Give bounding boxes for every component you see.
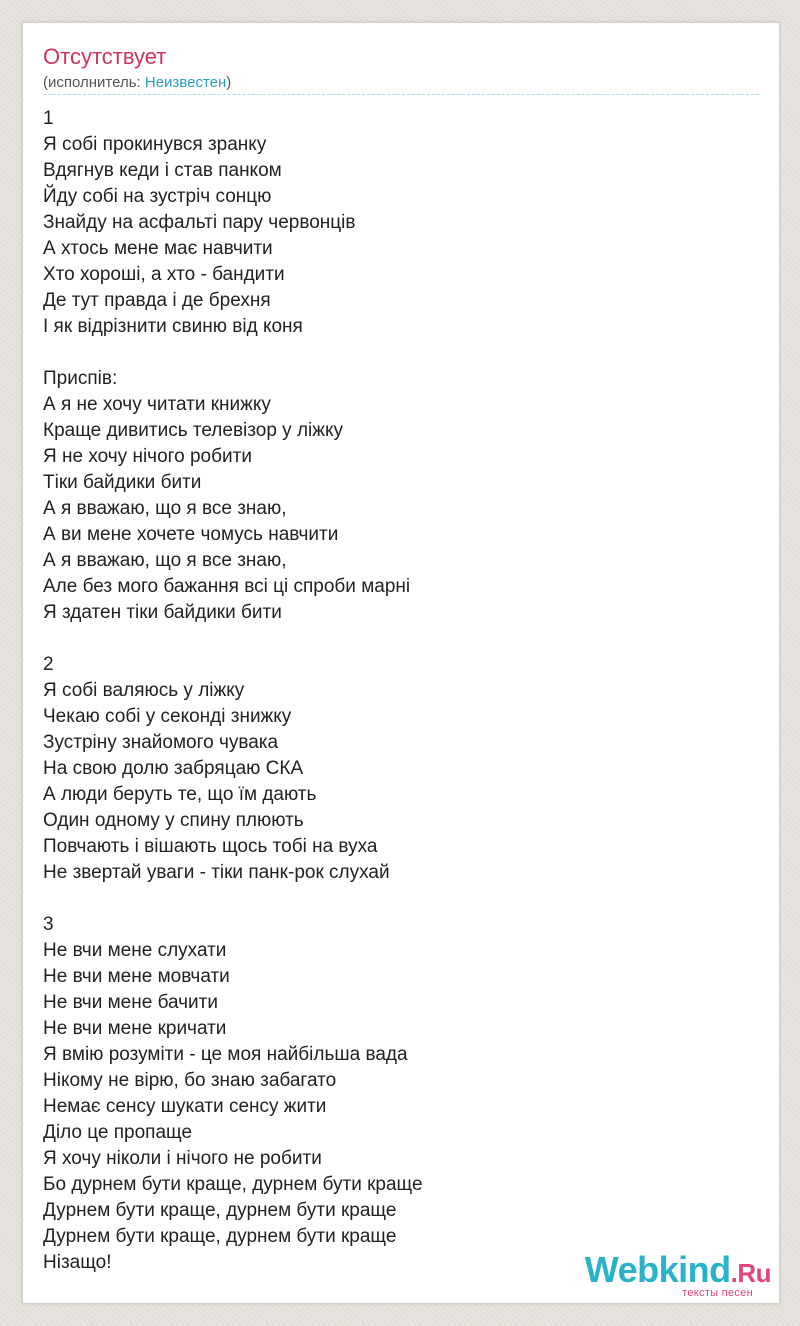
lyrics-line: 3 <box>43 914 54 935</box>
lyrics-line: Не вчи мене слухати <box>43 940 227 961</box>
lyrics-line: Де тут правда і де брехня <box>43 290 271 311</box>
lyrics-blank-line <box>43 340 423 366</box>
lyrics-line: Діло це пропаще <box>43 1122 193 1143</box>
lyrics-line: Але без мого бажання всі ці спроби марні <box>43 576 411 597</box>
lyrics-line: Я не хочу нічого робити <box>43 446 252 467</box>
lyrics-line: На свою долю забряцаю СКА <box>43 758 304 779</box>
logo-name: Webkind <box>584 1249 731 1290</box>
lyrics-line: Нізащо! <box>43 1252 112 1273</box>
song-title: Отсутствует <box>43 44 167 69</box>
artist-suffix: ) <box>226 74 232 91</box>
lyrics-blank-line <box>43 626 423 652</box>
lyrics-line: Дурнем бути краще, дурнем бути краще <box>43 1200 397 1221</box>
lyrics-line: Краще дивитись телевізор у ліжку <box>43 420 343 441</box>
lyrics-blank-line <box>43 886 423 912</box>
lyrics-line: Не вчи мене бачити <box>43 992 218 1013</box>
artist-prefix: (исполнитель: <box>43 74 145 91</box>
lyrics-line: Я здатен тіки байдики бити <box>43 602 282 623</box>
lyrics-line: Не вчи мене кричати <box>43 1018 227 1039</box>
title-divider <box>43 94 759 95</box>
lyrics-line: А ви мене хочете чомусь навчити <box>43 524 339 545</box>
lyrics-line: А я вважаю, що я все знаю, <box>43 550 287 571</box>
lyrics-line: Я хочу ніколи і нічого не робити <box>43 1148 322 1169</box>
lyrics-text <box>43 106 423 1276</box>
lyrics-line: Повчають і вішають щось тобі на вуха <box>43 836 378 857</box>
logo-wordmark <box>584 1249 771 1291</box>
logo-tld: .Ru <box>730 1258 771 1288</box>
lyrics-line: Приспів: <box>43 368 118 389</box>
lyrics-line: 2 <box>43 654 54 675</box>
site-logo[interactable] <box>584 1249 771 1299</box>
lyrics-line: Знайду на асфальті пару червонців <box>43 212 356 233</box>
lyrics-line: Не звертай уваги - тіки панк-рок слухай <box>43 862 390 883</box>
lyrics-card <box>22 22 780 1304</box>
lyrics-line: Вдягнув кеди і став панком <box>43 160 282 181</box>
lyrics-line: І як відрізнити свиню від коня <box>43 316 303 337</box>
lyrics-line: Не вчи мене мовчати <box>43 966 230 987</box>
lyrics-line: Я собі валяюсь у ліжку <box>43 680 245 701</box>
lyrics-line: Тіки байдики бити <box>43 472 202 493</box>
lyrics-line: Немає сенсу шукати сенсу жити <box>43 1096 327 1117</box>
lyrics-line: Бо дурнем бути краще, дурнем бути краще <box>43 1174 423 1195</box>
lyrics-line: Зустріну знайомого чувака <box>43 732 279 753</box>
lyrics-line: А я вважаю, що я все знаю, <box>43 498 287 519</box>
lyrics-line: Нікому не вірю, бо знаю забагато <box>43 1070 337 1091</box>
lyrics-line: Я вмію розуміти - це моя найбільша вада <box>43 1044 408 1065</box>
lyrics-line: А хтось мене має навчити <box>43 238 273 259</box>
lyrics-line: Один одному у спину плюють <box>43 810 304 831</box>
lyrics-line: Я собі прокинувся зранку <box>43 134 267 155</box>
lyrics-line: Чекаю собі у секонді знижку <box>43 706 292 727</box>
lyrics-line: А люди беруть те, що їм дають <box>43 784 317 805</box>
artist-link[interactable]: Неизвестен <box>144 74 227 91</box>
lyrics-line: Йду собі на зустріч сонцю <box>43 186 272 207</box>
logo-tagline: тексты песен <box>682 1287 753 1299</box>
lyrics-line: 1 <box>43 108 54 129</box>
artist-line <box>43 74 231 92</box>
lyrics-line: Дурнем бути краще, дурнем бути краще <box>43 1226 397 1247</box>
lyrics-line: Хто хороші, а хто - бандити <box>43 264 285 285</box>
lyrics-line: А я не хочу читати книжку <box>43 394 271 415</box>
